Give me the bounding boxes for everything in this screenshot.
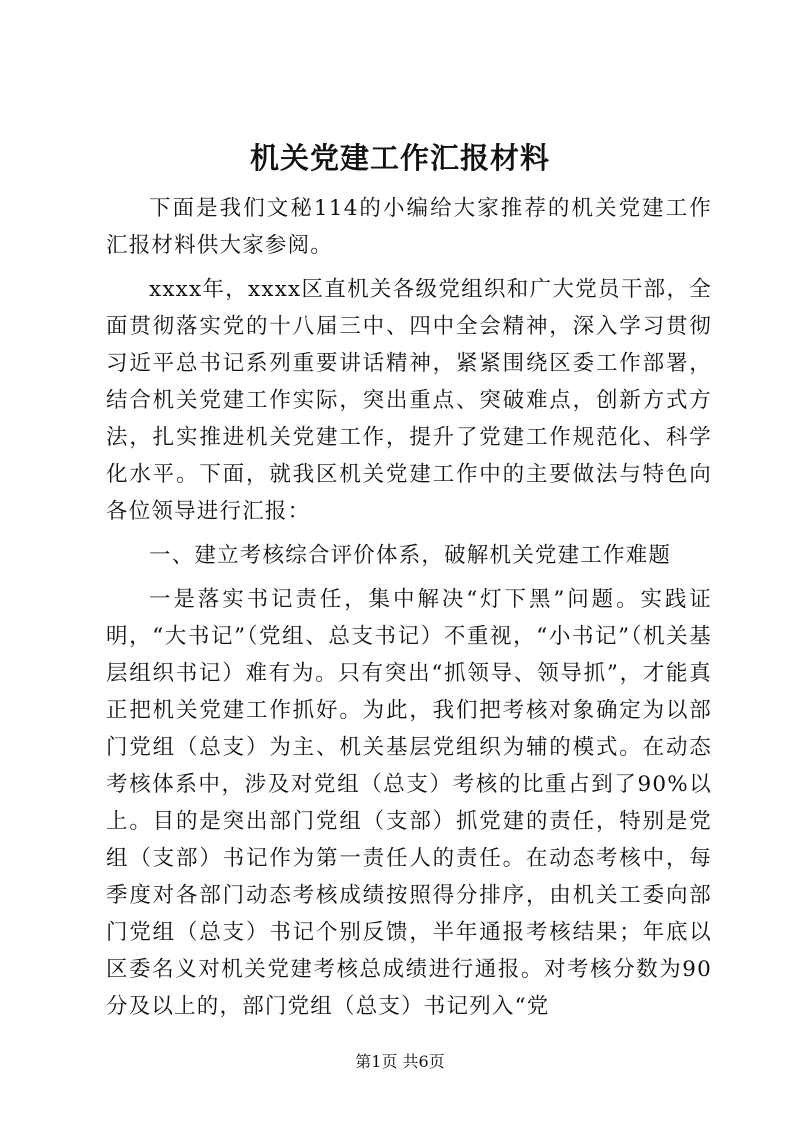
paragraph-section-one: 一是落实书记责任，集中解决“灯下黑”问题。实践证明，“大书记”（党组、总支书记）不重视，“小书记”（机关基层组织书记）难有为。只有突出“抓领导、领导抓”，才能真正把机关党建工作抓好。为此，我们把考核对象确定为以部门党组（总支）为主、机关基层党组织为辅的模式。在动态考核体系中，涉及对党组（总支）考核的比重占到了90%以上。目的是突出部门党组（支部）抓党建的责任，特别是党组（支部）书记作为第一责任人的责任。在动态考核中，每季度对各部门动态考核成绩按照得分排序，由机关工委向部门党组（总支）书记个别反馈，半年通报考核结果；年底以区委名义对机关党建考核总成绩进行通报。对考核分数为90分及以上的，部门党组（总支）书记列入“党 xyxy=(106,587,712,1019)
paragraph-intro: 下面是我们文秘114的小编给大家推荐的机关党建工作汇报材料供大家参阅。 xyxy=(106,196,712,258)
paragraph-overview: xxxx年，xxxx区直机关各级党组织和广大党员干部，全面贯彻落实党的十八届三中、四中全会精神，深入学习贯彻习近平总书记系列重要讲话精神，紧紧围绕区委工作部署，结合机关党建工作实际，突出重点、突破难点，创新方式方法，扎实推进机关党建工作，提升了党建工作规范化、科学化水平。下面，就我区机关党建工作中的主要做法与特色向各位领导进行汇报： xyxy=(106,277,712,524)
document-body xyxy=(106,190,712,1032)
page-footer: 第1页 共6页 xyxy=(355,1052,445,1071)
section-heading: 一、建立考核综合评价体系，破解机关党建工作难题 xyxy=(149,543,672,568)
document-title: 机关党建工作汇报材料 xyxy=(249,141,550,175)
